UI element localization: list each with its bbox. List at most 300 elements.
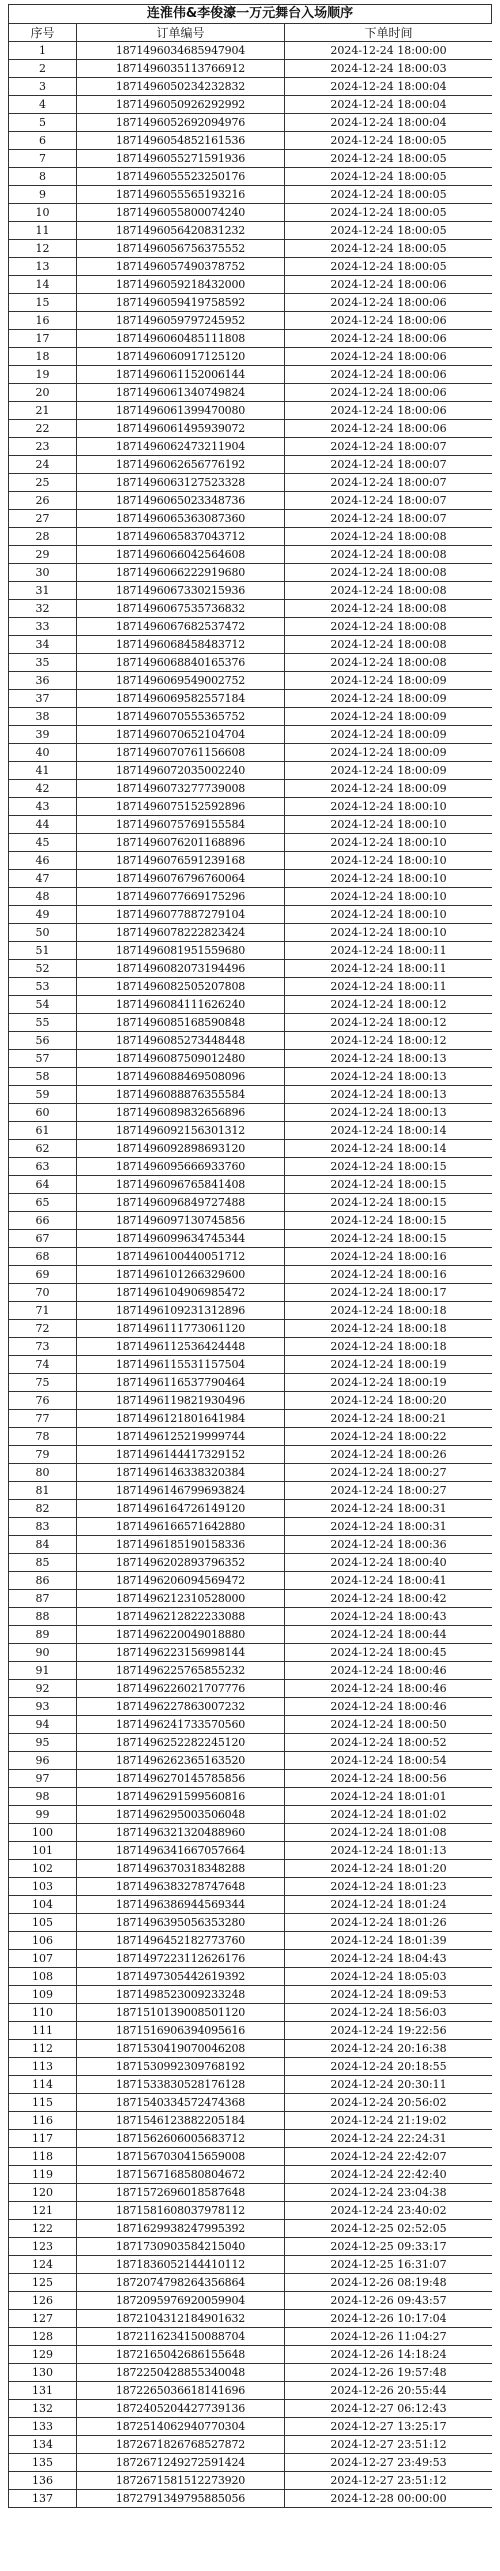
row-index: 88: [9, 1608, 77, 1626]
row-index: 93: [9, 1698, 77, 1716]
row-index: 65: [9, 1194, 77, 1212]
row-index: 32: [9, 600, 77, 618]
order-time: 2024-12-24 18:09:53: [285, 1986, 493, 2004]
table-row: [9, 258, 493, 276]
order-time: 2024-12-24 18:00:18: [285, 1302, 493, 1320]
order-time: 2024-12-24 20:18:55: [285, 2058, 493, 2076]
order-time: 2024-12-24 18:00:05: [285, 150, 493, 168]
order-time: 2024-12-24 18:00:08: [285, 600, 493, 618]
row-index: 35: [9, 654, 77, 672]
order-time: 2024-12-24 18:00:06: [285, 330, 493, 348]
order-number: 1871496395056353280: [77, 1914, 285, 1932]
order-time: 2024-12-26 20:55:44: [285, 2382, 493, 2400]
order-time: 2024-12-24 18:00:09: [285, 726, 493, 744]
row-index: 72: [9, 1320, 77, 1338]
order-time: 2024-12-24 18:00:05: [285, 168, 493, 186]
order-number: 1871496088876355584: [77, 1086, 285, 1104]
row-index: 39: [9, 726, 77, 744]
table-row: [9, 2112, 493, 2130]
row-index: 83: [9, 1518, 77, 1536]
table-row: [9, 2094, 493, 2112]
order-time: 2024-12-24 18:00:13: [285, 1068, 493, 1086]
order-number: 1871496061399470080: [77, 402, 285, 420]
order-number: 1871496116537790464: [77, 1374, 285, 1392]
order-number: 1871496076796760064: [77, 870, 285, 888]
row-index: 64: [9, 1176, 77, 1194]
row-index: 122: [9, 2220, 77, 2238]
table-row: [9, 2346, 493, 2364]
order-time: 2024-12-24 18:00:11: [285, 960, 493, 978]
table-row: [9, 96, 493, 114]
order-number: 1871562606005683712: [77, 2130, 285, 2148]
order-time: 2024-12-24 18:00:13: [285, 1086, 493, 1104]
table-row: [9, 1950, 493, 1968]
row-index: 47: [9, 870, 77, 888]
table-row: [9, 312, 493, 330]
order-time: 2024-12-24 18:00:52: [285, 1734, 493, 1752]
table-row: [9, 1914, 493, 1932]
row-index: 42: [9, 780, 77, 798]
order-time: 2024-12-24 18:00:04: [285, 114, 493, 132]
table-row: [9, 1230, 493, 1248]
table-row: [9, 204, 493, 222]
row-index: 73: [9, 1338, 77, 1356]
order-number: 1871496270145785856: [77, 1770, 285, 1788]
table-row: [9, 114, 493, 132]
row-index: 48: [9, 888, 77, 906]
table-row: [9, 1122, 493, 1140]
order-number: 1871496125219999744: [77, 1428, 285, 1446]
order-number: 1871496115531157504: [77, 1356, 285, 1374]
order-number: 1871496144417329152: [77, 1446, 285, 1464]
order-number: 1871496069549002752: [77, 672, 285, 690]
order-time: 2024-12-24 19:22:56: [285, 2022, 493, 2040]
order-time: 2024-12-24 18:00:14: [285, 1122, 493, 1140]
row-index: 17: [9, 330, 77, 348]
order-time: 2024-12-27 06:12:43: [285, 2400, 493, 2418]
order-time: 2024-12-24 18:00:06: [285, 276, 493, 294]
orders-table: [8, 23, 492, 2508]
order-number: 1871496061340749824: [77, 384, 285, 402]
order-time: 2024-12-26 08:19:48: [285, 2274, 493, 2292]
order-time: 2024-12-24 18:00:18: [285, 1320, 493, 1338]
order-number: 1871496096765841408: [77, 1176, 285, 1194]
order-time: 2024-12-24 18:01:13: [285, 1842, 493, 1860]
row-index: 134: [9, 2436, 77, 2454]
table-row: [9, 2382, 493, 2400]
row-index: 19: [9, 366, 77, 384]
row-index: 38: [9, 708, 77, 726]
order-number: 1871496066042564608: [77, 546, 285, 564]
order-number: 1871496212310528000: [77, 1590, 285, 1608]
order-time: 2024-12-24 18:05:03: [285, 1968, 493, 1986]
row-index: 25: [9, 474, 77, 492]
row-index: 60: [9, 1104, 77, 1122]
row-index: 121: [9, 2202, 77, 2220]
row-index: 89: [9, 1626, 77, 1644]
order-time: 2024-12-24 18:01:23: [285, 1878, 493, 1896]
order-time: 2024-12-24 18:00:15: [285, 1158, 493, 1176]
order-time: 2024-12-27 13:25:17: [285, 2418, 493, 2436]
order-number: 1871496085168590848: [77, 1014, 285, 1032]
order-time: 2024-12-24 18:00:06: [285, 384, 493, 402]
table-row: [9, 1554, 493, 1572]
order-number: 1871496252282245120: [77, 1734, 285, 1752]
table-row: [9, 528, 493, 546]
order-number: 1871546123882205184: [77, 2112, 285, 2130]
order-time: 2024-12-24 18:00:07: [285, 474, 493, 492]
order-time: 2024-12-24 18:01:08: [285, 1824, 493, 1842]
order-time: 2024-12-25 16:31:07: [285, 2256, 493, 2274]
order-number: 1871496206094569472: [77, 1572, 285, 1590]
order-number: 1871496070555365752: [77, 708, 285, 726]
order-time: 2024-12-24 23:40:02: [285, 2202, 493, 2220]
row-index: 57: [9, 1050, 77, 1068]
order-time: 2024-12-26 10:17:04: [285, 2310, 493, 2328]
row-index: 128: [9, 2328, 77, 2346]
row-index: 82: [9, 1500, 77, 1518]
table-row: [9, 906, 493, 924]
row-index: 30: [9, 564, 77, 582]
order-time: 2024-12-24 18:00:10: [285, 834, 493, 852]
table-row: [9, 2292, 493, 2310]
order-number: 1871496095666933760: [77, 1158, 285, 1176]
row-index: 107: [9, 1950, 77, 1968]
table-row: [9, 924, 493, 942]
order-time: 2024-12-26 19:57:48: [285, 2364, 493, 2382]
order-time: 2024-12-24 18:00:18: [285, 1338, 493, 1356]
order-number: 1871496062473211904: [77, 438, 285, 456]
row-index: 87: [9, 1590, 77, 1608]
order-number: 1871497305442619392: [77, 1968, 285, 1986]
row-index: 50: [9, 924, 77, 942]
row-index: 53: [9, 978, 77, 996]
table-row: [9, 2364, 493, 2382]
order-time: 2024-12-24 18:00:50: [285, 1716, 493, 1734]
row-index: 69: [9, 1266, 77, 1284]
table-row: [9, 492, 493, 510]
order-number: 1871533830528176128: [77, 2076, 285, 2094]
order-number: 1872250428855340048: [77, 2364, 285, 2382]
table-row: [9, 2202, 493, 2220]
row-index: 68: [9, 1248, 77, 1266]
order-time: 2024-12-24 18:00:36: [285, 1536, 493, 1554]
order-time: 2024-12-24 18:00:12: [285, 1032, 493, 1050]
order-number: 1871530992309768192: [77, 2058, 285, 2076]
order-number: 1871496383278747648: [77, 1878, 285, 1896]
order-time: 2024-12-24 18:01:02: [285, 1806, 493, 1824]
row-index: 54: [9, 996, 77, 1014]
row-index: 84: [9, 1536, 77, 1554]
table-row: [9, 870, 493, 888]
table-row: [9, 1896, 493, 1914]
order-time: 2024-12-24 18:00:42: [285, 1590, 493, 1608]
order-number: 1871496063127523328: [77, 474, 285, 492]
order-number: 1871496077887279104: [77, 906, 285, 924]
row-index: 137: [9, 2490, 77, 2508]
order-time: 2024-12-24 18:56:03: [285, 2004, 493, 2022]
order-time: 2024-12-24 18:00:12: [285, 1014, 493, 1032]
row-index: 27: [9, 510, 77, 528]
table-row: [9, 1464, 493, 1482]
table-row: [9, 2076, 493, 2094]
order-time: 2024-12-27 23:51:12: [285, 2472, 493, 2490]
table-row: [9, 582, 493, 600]
table-row: [9, 1104, 493, 1122]
order-time: 2024-12-24 18:00:04: [285, 96, 493, 114]
table-row: [9, 2310, 493, 2328]
table-row: [9, 798, 493, 816]
order-number: 1871496225765855232: [77, 1662, 285, 1680]
order-number: 1871496088469508096: [77, 1068, 285, 1086]
order-number: 1871496062656776192: [77, 456, 285, 474]
table-row: [9, 168, 493, 186]
row-index: 55: [9, 1014, 77, 1032]
order-time: 2024-12-24 18:00:15: [285, 1230, 493, 1248]
row-index: 126: [9, 2292, 77, 2310]
order-time: 2024-12-24 18:01:26: [285, 1914, 493, 1932]
order-time: 2024-12-24 20:30:11: [285, 2076, 493, 2094]
row-index: 34: [9, 636, 77, 654]
row-index: 11: [9, 222, 77, 240]
order-number: 1871496087509012480: [77, 1050, 285, 1068]
table-row: [9, 1086, 493, 1104]
row-index: 33: [9, 618, 77, 636]
table-row: [9, 1410, 493, 1428]
table-row: [9, 2166, 493, 2184]
order-number: 1871496101266329600: [77, 1266, 285, 1284]
table-row: [9, 1680, 493, 1698]
order-time: 2024-12-24 18:00:40: [285, 1554, 493, 1572]
order-time: 2024-12-24 18:00:08: [285, 618, 493, 636]
table-row: [9, 654, 493, 672]
order-time: 2024-12-24 20:56:02: [285, 2094, 493, 2112]
order-number: 1871496121801641984: [77, 1410, 285, 1428]
header-row: [9, 24, 493, 42]
order-number: 1871510139008501120: [77, 2004, 285, 2022]
table-row: [9, 2256, 493, 2274]
order-number: 1871496078222823424: [77, 924, 285, 942]
order-number: 1872671826768527872: [77, 2436, 285, 2454]
row-index: 97: [9, 1770, 77, 1788]
order-time: 2024-12-24 18:00:15: [285, 1194, 493, 1212]
table-row: [9, 1140, 493, 1158]
row-index: 103: [9, 1878, 77, 1896]
table-row: [9, 1806, 493, 1824]
row-index: 92: [9, 1680, 77, 1698]
row-index: 118: [9, 2148, 77, 2166]
order-number: 1872791349795885056: [77, 2490, 285, 2508]
table-row: [9, 960, 493, 978]
row-index: 44: [9, 816, 77, 834]
order-time: 2024-12-24 18:00:09: [285, 744, 493, 762]
row-index: 85: [9, 1554, 77, 1572]
order-time: 2024-12-24 18:00:20: [285, 1392, 493, 1410]
table-row: [9, 636, 493, 654]
order-number: 1871496075769155584: [77, 816, 285, 834]
order-number: 1871496055523250176: [77, 168, 285, 186]
table-body: [9, 42, 493, 2508]
order-time: 2024-12-24 18:00:46: [285, 1680, 493, 1698]
table-row: [9, 1068, 493, 1086]
table-row: [9, 420, 493, 438]
table-row: [9, 1176, 493, 1194]
order-number: 1871496035113766912: [77, 60, 285, 78]
table-row: [9, 2058, 493, 2076]
table-row: [9, 330, 493, 348]
order-time: 2024-12-24 18:00:19: [285, 1356, 493, 1374]
table-row: [9, 1734, 493, 1752]
order-time: 2024-12-24 18:00:10: [285, 870, 493, 888]
table-row: [9, 1500, 493, 1518]
row-index: 99: [9, 1806, 77, 1824]
order-time: 2024-12-24 18:00:06: [285, 402, 493, 420]
order-time: 2024-12-24 18:00:00: [285, 42, 493, 60]
row-index: 31: [9, 582, 77, 600]
order-number: 1872671581512273920: [77, 2472, 285, 2490]
order-number: 1871496166571642880: [77, 1518, 285, 1536]
row-index: 9: [9, 186, 77, 204]
order-time: 2024-12-24 18:00:45: [285, 1644, 493, 1662]
order-number: 1871496068458483712: [77, 636, 285, 654]
table-row: [9, 1824, 493, 1842]
order-number: 1871496386944569344: [77, 1896, 285, 1914]
order-time: 2024-12-24 18:00:07: [285, 492, 493, 510]
order-number: 1871496119821930496: [77, 1392, 285, 1410]
table-row: [9, 708, 493, 726]
table-row: [9, 564, 493, 582]
order-number: 1871496452182773760: [77, 1932, 285, 1950]
row-index: 46: [9, 852, 77, 870]
table-row: [9, 1968, 493, 1986]
table-row: [9, 2220, 493, 2238]
order-number: 1871540334572474368: [77, 2094, 285, 2112]
table-row: [9, 132, 493, 150]
table-row: [9, 888, 493, 906]
order-number: 1872095976920059904: [77, 2292, 285, 2310]
order-time: 2024-12-24 18:00:15: [285, 1176, 493, 1194]
row-index: 49: [9, 906, 77, 924]
table-row: [9, 726, 493, 744]
row-index: 14: [9, 276, 77, 294]
order-time: 2024-12-24 18:01:39: [285, 1932, 493, 1950]
order-time: 2024-12-24 18:00:05: [285, 240, 493, 258]
row-index: 66: [9, 1212, 77, 1230]
row-index: 101: [9, 1842, 77, 1860]
order-time: 2024-12-24 18:01:20: [285, 1860, 493, 1878]
order-number: 1871496202893796352: [77, 1554, 285, 1572]
order-number: 1871496085273448448: [77, 1032, 285, 1050]
table-row: [9, 762, 493, 780]
row-index: 100: [9, 1824, 77, 1842]
table-row: [9, 978, 493, 996]
table-row: [9, 1266, 493, 1284]
row-index: 94: [9, 1716, 77, 1734]
table-row: [9, 240, 493, 258]
row-index: 77: [9, 1410, 77, 1428]
order-number: 1871496370318348288: [77, 1860, 285, 1878]
order-number: 1871496061495939072: [77, 420, 285, 438]
table-row: [9, 384, 493, 402]
order-time: 2024-12-24 18:00:07: [285, 510, 493, 528]
order-sheet: [8, 4, 492, 2571]
row-index: 127: [9, 2310, 77, 2328]
order-time: 2024-12-24 18:00:10: [285, 798, 493, 816]
order-number: 1871496070761156608: [77, 744, 285, 762]
row-index: 120: [9, 2184, 77, 2202]
table-row: [9, 780, 493, 798]
order-time: 2024-12-24 18:00:11: [285, 978, 493, 996]
table-row: [9, 1932, 493, 1950]
table-row: [9, 1770, 493, 1788]
row-index: 132: [9, 2400, 77, 2418]
order-time: 2024-12-24 18:00:07: [285, 438, 493, 456]
order-number: 1871496050234232832: [77, 78, 285, 96]
row-index: 71: [9, 1302, 77, 1320]
row-index: 112: [9, 2040, 77, 2058]
order-number: 1872104312184901632: [77, 2310, 285, 2328]
order-number: 1871496212822233088: [77, 1608, 285, 1626]
order-number: 1871496076201168896: [77, 834, 285, 852]
row-index: 61: [9, 1122, 77, 1140]
order-time: 2024-12-24 18:00:44: [285, 1626, 493, 1644]
table-row: [9, 2472, 493, 2490]
row-index: 136: [9, 2472, 77, 2490]
order-time: 2024-12-24 18:00:08: [285, 564, 493, 582]
order-time: 2024-12-24 18:00:05: [285, 132, 493, 150]
table-row: [9, 2436, 493, 2454]
row-index: 28: [9, 528, 77, 546]
order-number: 1871496185190158336: [77, 1536, 285, 1554]
row-index: 40: [9, 744, 77, 762]
order-time: 2024-12-24 18:00:07: [285, 456, 493, 474]
row-index: 36: [9, 672, 77, 690]
order-time: 2024-12-24 18:00:27: [285, 1464, 493, 1482]
table-row: [9, 222, 493, 240]
order-number: 1871496226021707776: [77, 1680, 285, 1698]
row-index: 135: [9, 2454, 77, 2472]
order-time: 2024-12-24 18:00:16: [285, 1248, 493, 1266]
row-index: 80: [9, 1464, 77, 1482]
row-index: 8: [9, 168, 77, 186]
order-number: 1872671249272591424: [77, 2454, 285, 2472]
table-row: [9, 1158, 493, 1176]
row-index: 76: [9, 1392, 77, 1410]
table-row: [9, 1590, 493, 1608]
order-time: 2024-12-24 18:00:06: [285, 312, 493, 330]
table-row: [9, 366, 493, 384]
order-number: 1871496057490378752: [77, 258, 285, 276]
order-number: 1871530419070046208: [77, 2040, 285, 2058]
order-number: 1871496065023348736: [77, 492, 285, 510]
table-row: [9, 546, 493, 564]
order-number: 1871572696018587648: [77, 2184, 285, 2202]
order-time: 2024-12-24 18:00:09: [285, 690, 493, 708]
row-index: 63: [9, 1158, 77, 1176]
row-index: 95: [9, 1734, 77, 1752]
order-time: 2024-12-24 18:00:08: [285, 654, 493, 672]
order-number: 1871496065363087360: [77, 510, 285, 528]
table-row: [9, 1572, 493, 1590]
order-number: 1871496082073194496: [77, 960, 285, 978]
row-index: 114: [9, 2076, 77, 2094]
order-number: 1871496055565193216: [77, 186, 285, 204]
order-time: 2024-12-24 18:00:08: [285, 546, 493, 564]
order-number: 1872116234150088704: [77, 2328, 285, 2346]
order-number: 1872265036618141696: [77, 2382, 285, 2400]
order-number: 1871496054852161536: [77, 132, 285, 150]
order-time: 2024-12-24 18:00:09: [285, 762, 493, 780]
